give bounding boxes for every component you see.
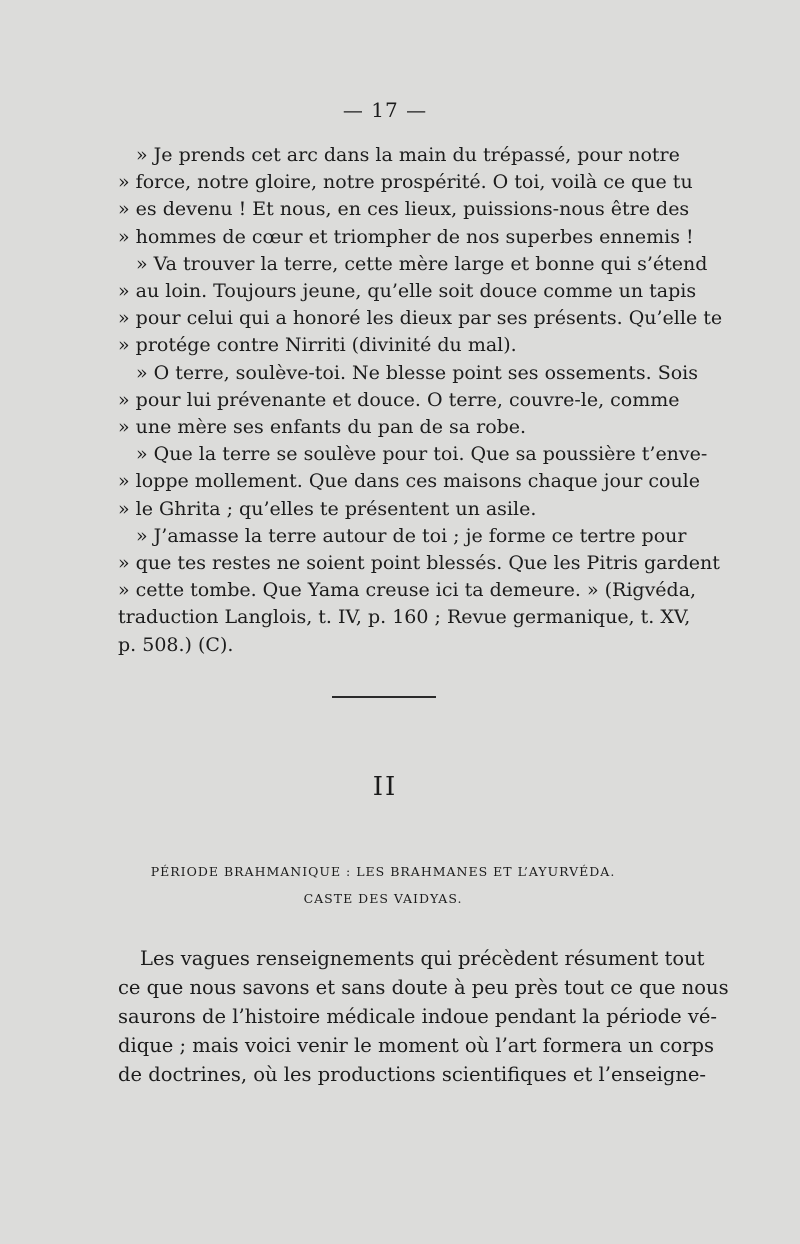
section-divider (332, 696, 436, 698)
verse-line: » une mère ses enfants du pan de sa robe. (118, 416, 527, 439)
verse-line: » Je prends cet arc dans la main du trépassé, pour notre (136, 144, 680, 166)
verse-line: » O terre, soulève-toi. Ne blesse point ses ossements. Sois (136, 361, 699, 384)
verse-line: » Que la terre se soulève pour toi. Que sa poussière t’enve- (136, 443, 708, 466)
body-line: ce que nous savons et sans doute à peu près tout ce que nous (118, 976, 729, 999)
verse-line: » que tes restes ne soient point blessés. Que les Pitris gardent (118, 552, 720, 575)
section-title-line: PÉRIODE BRAHMANIQUE : LES BRAHMANES ET L’AYURVÉDA. (150, 864, 616, 879)
verse-line: » pour celui qui a honoré les dieux par ses présents. Qu’elle te (118, 307, 723, 330)
verse-line: » le Ghrita ; qu’elles te présentent un asile. (118, 497, 537, 520)
verse-line: » au loin. Toujours jeune, qu’elle soit douce comme un tapis (118, 280, 697, 303)
body-line: de doctrines, où les productions scientifiques et l’enseigne- (118, 1063, 707, 1086)
section-number: II (372, 772, 398, 802)
body-line: Les vagues renseignements qui précèdent résument tout (140, 947, 705, 970)
verse-line: » pour lui prévenante et douce. O terre, couvre-le, comme (118, 388, 680, 411)
verse-line: » protége contre Nirriti (divinité du mal). (118, 334, 517, 357)
citation-line: traduction Langlois, t. IV, p. 160 ; Revue germanique, t. XV, (118, 606, 691, 629)
page-number: — 17 — (342, 98, 428, 122)
citation-line: p. 508.) (C). (118, 633, 234, 656)
body-line: saurons de l’histoire médicale indoue pendant la période vé- (118, 1005, 717, 1028)
verse-line: » loppe mollement. Que dans ces maisons chaque jour coule (118, 470, 700, 493)
verse-line: » Va trouver la terre, cette mère large et bonne qui s’étend (136, 252, 708, 275)
verse-line: » es devenu ! Et nous, en ces lieux, puissions-nous être des (118, 198, 690, 221)
verse-block (118, 142, 723, 659)
body-line: dique ; mais voici venir le moment où l’art formera un corps (118, 1034, 715, 1057)
verse-line: » J’amasse la terre autour de toi ; je forme ce tertre pour (136, 524, 687, 547)
verse-line: » hommes de cœur et triompher de nos superbes ennemis ! (118, 225, 694, 248)
verse-line: » force, notre gloire, notre prospérité. O toi, voilà ce que tu (118, 171, 693, 194)
body-paragraph (118, 944, 729, 1089)
section-title (118, 858, 648, 912)
section-title-line: CASTE DES VAIDYAS. (303, 891, 463, 906)
verse-line: » cette tombe. Que Yama creuse ici ta demeure. » (Rigvéda, (118, 579, 697, 602)
